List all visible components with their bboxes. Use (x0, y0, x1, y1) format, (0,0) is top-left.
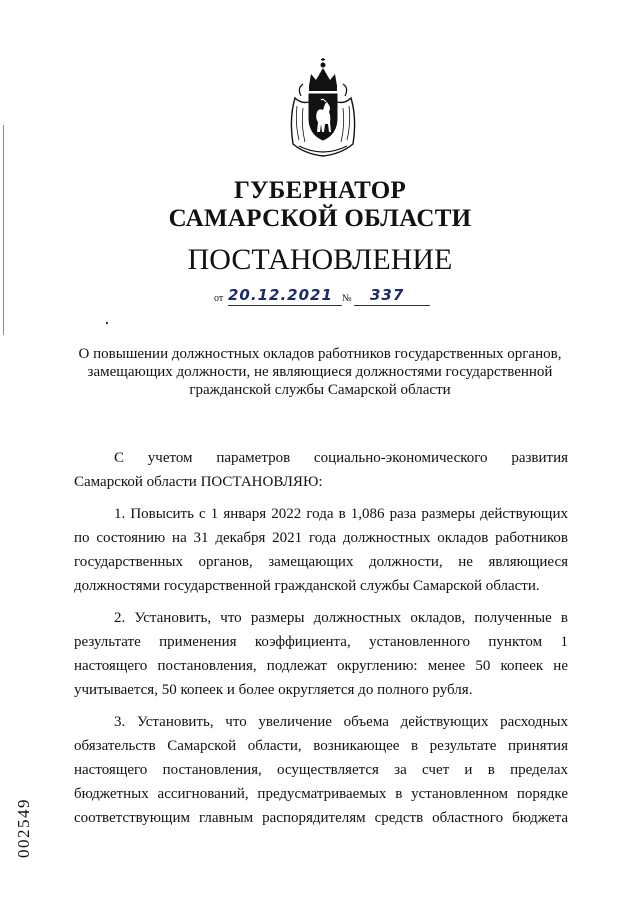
ink-dot (106, 322, 108, 324)
subject-line: О повышении должностных окладов работников государственных органов, (78, 346, 562, 362)
number-underline (354, 305, 430, 306)
paragraph-3-line: бюджетных ассигнований, предусматриваемых в установленном порядке (74, 786, 568, 802)
handwritten-date: 20.12.2021 (228, 286, 333, 304)
paragraph-3-line: соответствующим главным распорядителям средств областного бюджета (74, 810, 568, 826)
intro-line: С учетом параметров социально-экономического развития (114, 450, 568, 466)
date-from-label: от (214, 293, 224, 304)
paragraph-1-line: 1. Повысить с 1 января 2022 года в 1,086 раза размеры действующих (114, 506, 568, 522)
document-subject (60, 345, 580, 399)
registration-number-stamp: 002549 (14, 798, 33, 858)
paragraph-2-line: настоящего постановления, подлежат округлению: менее 50 копеек не (74, 658, 568, 674)
paragraph-2-line: результате применения коэффициента, установленного пунктом 1 (74, 634, 568, 650)
subject-line: замещающих должности, не являющиеся должностями государственной (87, 364, 553, 380)
handwritten-number: 337 (370, 286, 405, 304)
document-body (74, 446, 568, 830)
paragraph-2-line: учитывается, 50 копеек и более округляется до полного рубля. (74, 682, 473, 698)
date-underline (228, 305, 342, 306)
number-label: № (342, 293, 352, 304)
paragraph-3-line: 3. Установить, что увеличение объема действующих расходных (114, 714, 568, 730)
authority-title-line2: САМАРСКОЙ ОБЛАСТИ (168, 205, 472, 232)
paragraph-1-line: по состоянию на 31 декабря 2021 года должностных окладов работников (74, 530, 568, 546)
paragraph-1-line: государственных органов, замещающих должности, не являющиеся (74, 554, 568, 570)
subject-line: гражданской службы Самарской области (189, 382, 451, 398)
paragraph-3-line: обязательств Самарской области, возникающее в результате принятия (74, 738, 568, 754)
authority-title-line1: ГУБЕРНАТОР (233, 177, 407, 204)
samara-coat-of-arms-icon (285, 58, 361, 158)
document-type-title: ПОСТАНОВЛЕНИЕ (187, 243, 453, 276)
paragraph-3-line: настоящего постановления, осуществляется за счет и в пределах (74, 762, 568, 778)
date-number-line (214, 286, 454, 310)
paragraph-1-line: должностями государственной гражданской службы Самарской области. (74, 578, 540, 594)
paragraph-2-line: 2. Установить, что размеры должностных окладов, полученные в (114, 610, 568, 626)
intro-line: Самарской области ПОСТАНОВЛЯЮ: (74, 474, 323, 490)
